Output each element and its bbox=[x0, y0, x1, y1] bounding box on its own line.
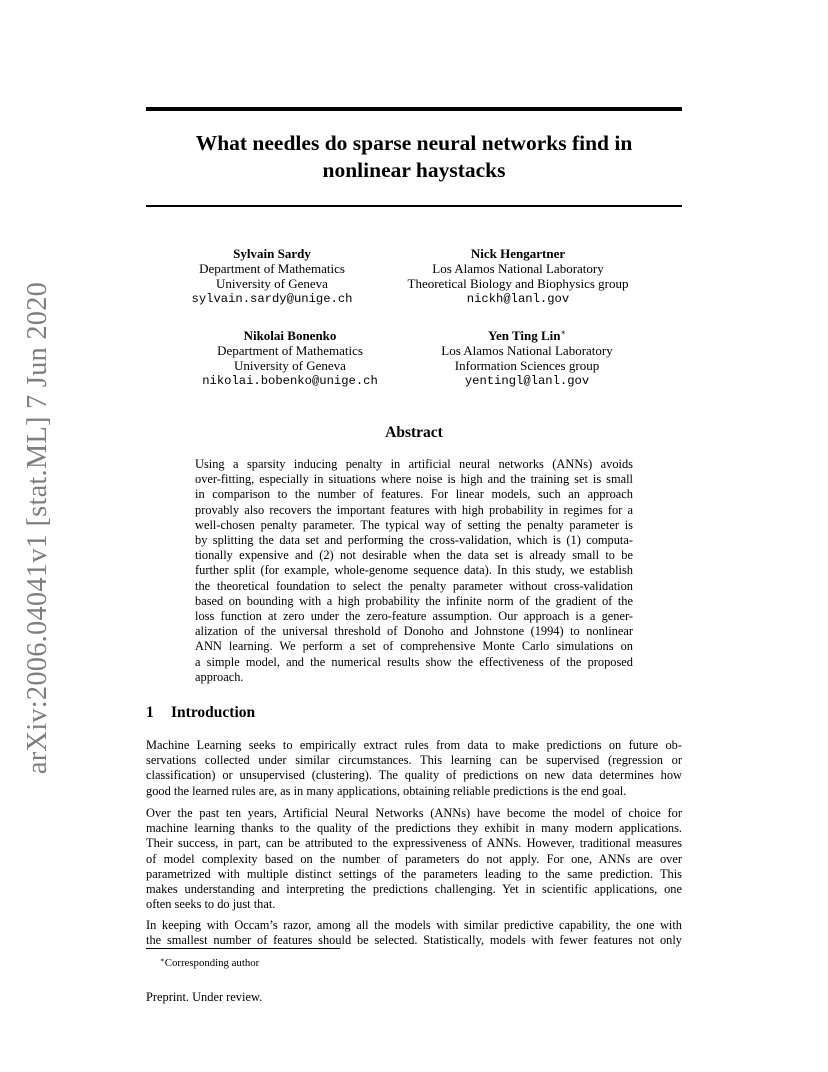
author-email: yentingl@lanl.gov bbox=[464, 373, 590, 388]
paragraph-line: servations collected under similar circumstances. This learning can be supervised (regression or bbox=[146, 753, 682, 768]
arxiv-stamp-text: arXiv:2006.04041v1 [stat.ML] 7 Jun 2020 bbox=[22, 281, 53, 775]
footnote-mark: ∗ bbox=[160, 956, 165, 964]
abstract-line: by splitting the data set and performing the cross-validation, which is (1) computa- bbox=[195, 533, 633, 548]
abstract-line: based on bounding with a high probability the infinite norm of the gradient of the bbox=[195, 593, 633, 608]
author-email: nikolai.bobenko@unige.ch bbox=[202, 373, 378, 388]
author-name: Sylvain Sardy bbox=[233, 246, 311, 261]
abstract-line: provably also recovers the important features with high probability in regimes for a bbox=[195, 502, 633, 517]
paragraph-line: Machine Learning seeks to empirically extract rules from data to make predictions on future ob- bbox=[146, 738, 682, 752]
author-block bbox=[412, 325, 642, 389]
author-affiliation: Information Sciences group bbox=[454, 358, 600, 374]
title-line-2: nonlinear haystacks bbox=[322, 158, 506, 182]
paragraph-line: Their success, in part, can be attributed to the expressiveness of ANNs. However, traditional measures bbox=[146, 836, 682, 851]
abstract-line: a simple model, and the numerical results show the effectiveness of the proposed bbox=[195, 654, 633, 669]
author-email: nickh@lanl.gov bbox=[466, 291, 570, 306]
top-rule bbox=[146, 107, 682, 111]
author-name: Nick Hengartner bbox=[470, 246, 566, 261]
author-affiliation: University of Geneva bbox=[216, 276, 328, 292]
section-heading-introduction bbox=[146, 704, 255, 722]
paragraph-line: good the learned rules are, as in many applications, obtaining reliable predictions is the end goal. bbox=[146, 783, 627, 798]
abstract-body bbox=[195, 457, 633, 685]
abstract-line: well-chosen penalty parameter. The typical way of setting the penalty parameter is bbox=[195, 517, 633, 532]
paragraph bbox=[146, 918, 682, 948]
abstract-line: in comparison to the number of features. For linear models, such an approach bbox=[195, 487, 633, 502]
author-block bbox=[392, 243, 644, 307]
abstract-line: over-fitting, especially in situations where noise is high and the training set is small bbox=[195, 472, 633, 487]
abstract-line: Using a sparsity inducing penalty in artificial neural networks (ANNs) avoids bbox=[195, 457, 633, 471]
paper-title bbox=[146, 130, 682, 184]
abstract-line: tionally expensive and (2) not desirable when the data set is already small to be bbox=[195, 548, 633, 563]
abstract-heading: Abstract bbox=[385, 424, 443, 441]
section-number: 1 bbox=[146, 704, 154, 721]
abstract-line: ANN learning. We perform a set of comprehensive Monte Carlo simulations on bbox=[195, 639, 633, 654]
paragraph-line: the smallest number of features should be selected. Statistically, models with fewer features not only bbox=[146, 933, 682, 948]
author-department: Department of Mathematics bbox=[199, 261, 345, 277]
paragraph bbox=[146, 738, 682, 799]
title-line-1: What needles do sparse neural networks find in bbox=[195, 131, 633, 155]
corresponding-author-mark: ∗ bbox=[560, 328, 566, 337]
arxiv-stamp bbox=[21, 281, 55, 775]
paragraph-line: often seeks to do just that. bbox=[146, 897, 276, 912]
author-block bbox=[172, 325, 408, 389]
abstract-line: the theoretical foundation to select the penalty parameter without cross-validation bbox=[195, 578, 633, 593]
author-affiliation: University of Geneva bbox=[234, 358, 346, 374]
paragraph-line: machine learning thanks to the quality of the predictions they exhibit in many modern applications. bbox=[146, 821, 682, 836]
paragraph-line: classification) or unsupervised (clustering). The quality of predictions on new data determines how bbox=[146, 768, 682, 783]
author-department: Los Alamos National Laboratory bbox=[432, 261, 604, 277]
footnote-text: Corresponding author bbox=[164, 957, 260, 969]
paragraph-line: parametrized with multiple distinct settings of the parameters leading to the same prediction. This bbox=[146, 866, 682, 881]
author-department: Los Alamos National Laboratory bbox=[441, 343, 613, 359]
footnote bbox=[160, 954, 259, 970]
abstract-line: approach. bbox=[195, 669, 244, 684]
preprint-note: Preprint. Under review. bbox=[146, 990, 263, 1004]
author-affiliation: Theoretical Biology and Biophysics group bbox=[407, 276, 629, 292]
author-department: Department of Mathematics bbox=[217, 343, 363, 359]
author-name: Nikolai Bonenko bbox=[243, 328, 337, 343]
paragraph bbox=[146, 806, 682, 912]
paragraph-line: of model complexity based on the number of parameters do not apply. For one, ANNs are over bbox=[146, 851, 682, 866]
paragraph-line: makes understanding and interpreting the predictions challenging. Yet in scientific applications, one bbox=[146, 882, 682, 897]
footnote-rule bbox=[146, 948, 340, 949]
title-rule bbox=[146, 205, 682, 207]
abstract-line: loss function at zero under the zero-feature assumption. Our approach is a gener- bbox=[195, 609, 633, 624]
section-title: Introduction bbox=[171, 704, 256, 721]
paragraph-line: In keeping with Occam’s razor, among all the models with similar predictive capability, the one with bbox=[146, 918, 682, 932]
paragraph-line: Over the past ten years, Artificial Neural Networks (ANNs) have become the model of choice for bbox=[146, 806, 682, 820]
author-name: Yen Ting Lin∗ bbox=[488, 328, 566, 343]
author-email: sylvain.sardy@unige.ch bbox=[191, 291, 353, 306]
abstract-line: further split (for example, whole-genome sequence data). In this study, we establish bbox=[195, 563, 633, 578]
author-block bbox=[172, 243, 372, 307]
abstract-line: alization of the universal threshold of Donoho and Johnstone (1994) to nonlinear bbox=[195, 624, 633, 639]
